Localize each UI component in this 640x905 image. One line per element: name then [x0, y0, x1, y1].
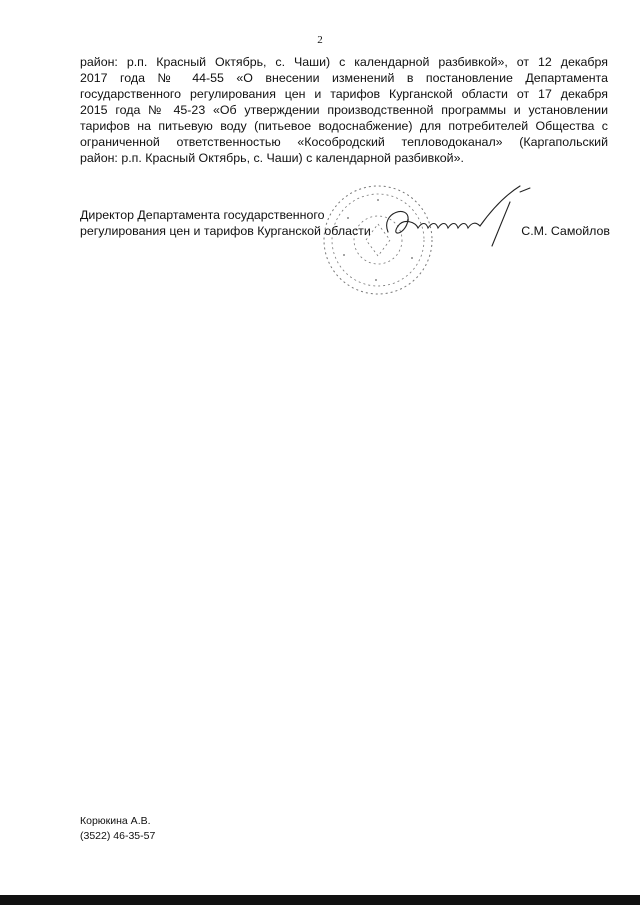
- body-line: ограниченной ответственностью «Кособродский тепловодоканал» (Каргапольский: [80, 135, 608, 149]
- scan-bottom-border: [0, 895, 640, 905]
- signer-position-line: Директор Департамента государственного: [80, 208, 325, 222]
- body-line: 2015 года № 45-23 «Об утверждении производственной программы и установлении: [80, 103, 608, 117]
- signer-name: С.М. Самойлов: [521, 224, 610, 238]
- body-line: район: р.п. Красный Октябрь, с. Чаши) с календарной разбивкой», от 12 декабря: [80, 55, 608, 69]
- body-line: тарифов на питьевую воду (питьевое водоснабжение) для потребителей Общества с: [80, 119, 608, 133]
- executor-info: [80, 814, 155, 844]
- body-line: государственного регулирования цен и тарифов Курганской области от 17 декабря: [80, 87, 608, 101]
- body-paragraph: [80, 54, 608, 166]
- body-line: 2017 года № 44-55 «О внесении изменений в постановление Департамента: [80, 71, 608, 85]
- signature-block: [80, 207, 610, 307]
- body-line: район: р.п. Красный Октябрь, с. Чаши) с календарной разбивкой».: [80, 151, 464, 165]
- signer-position-line: регулирования цен и тарифов Курганской области: [80, 224, 371, 238]
- page-number: 2: [317, 34, 323, 46]
- executor-name: Корюкина А.В.: [80, 815, 151, 827]
- executor-phone: (3522) 46-35-57: [80, 830, 156, 842]
